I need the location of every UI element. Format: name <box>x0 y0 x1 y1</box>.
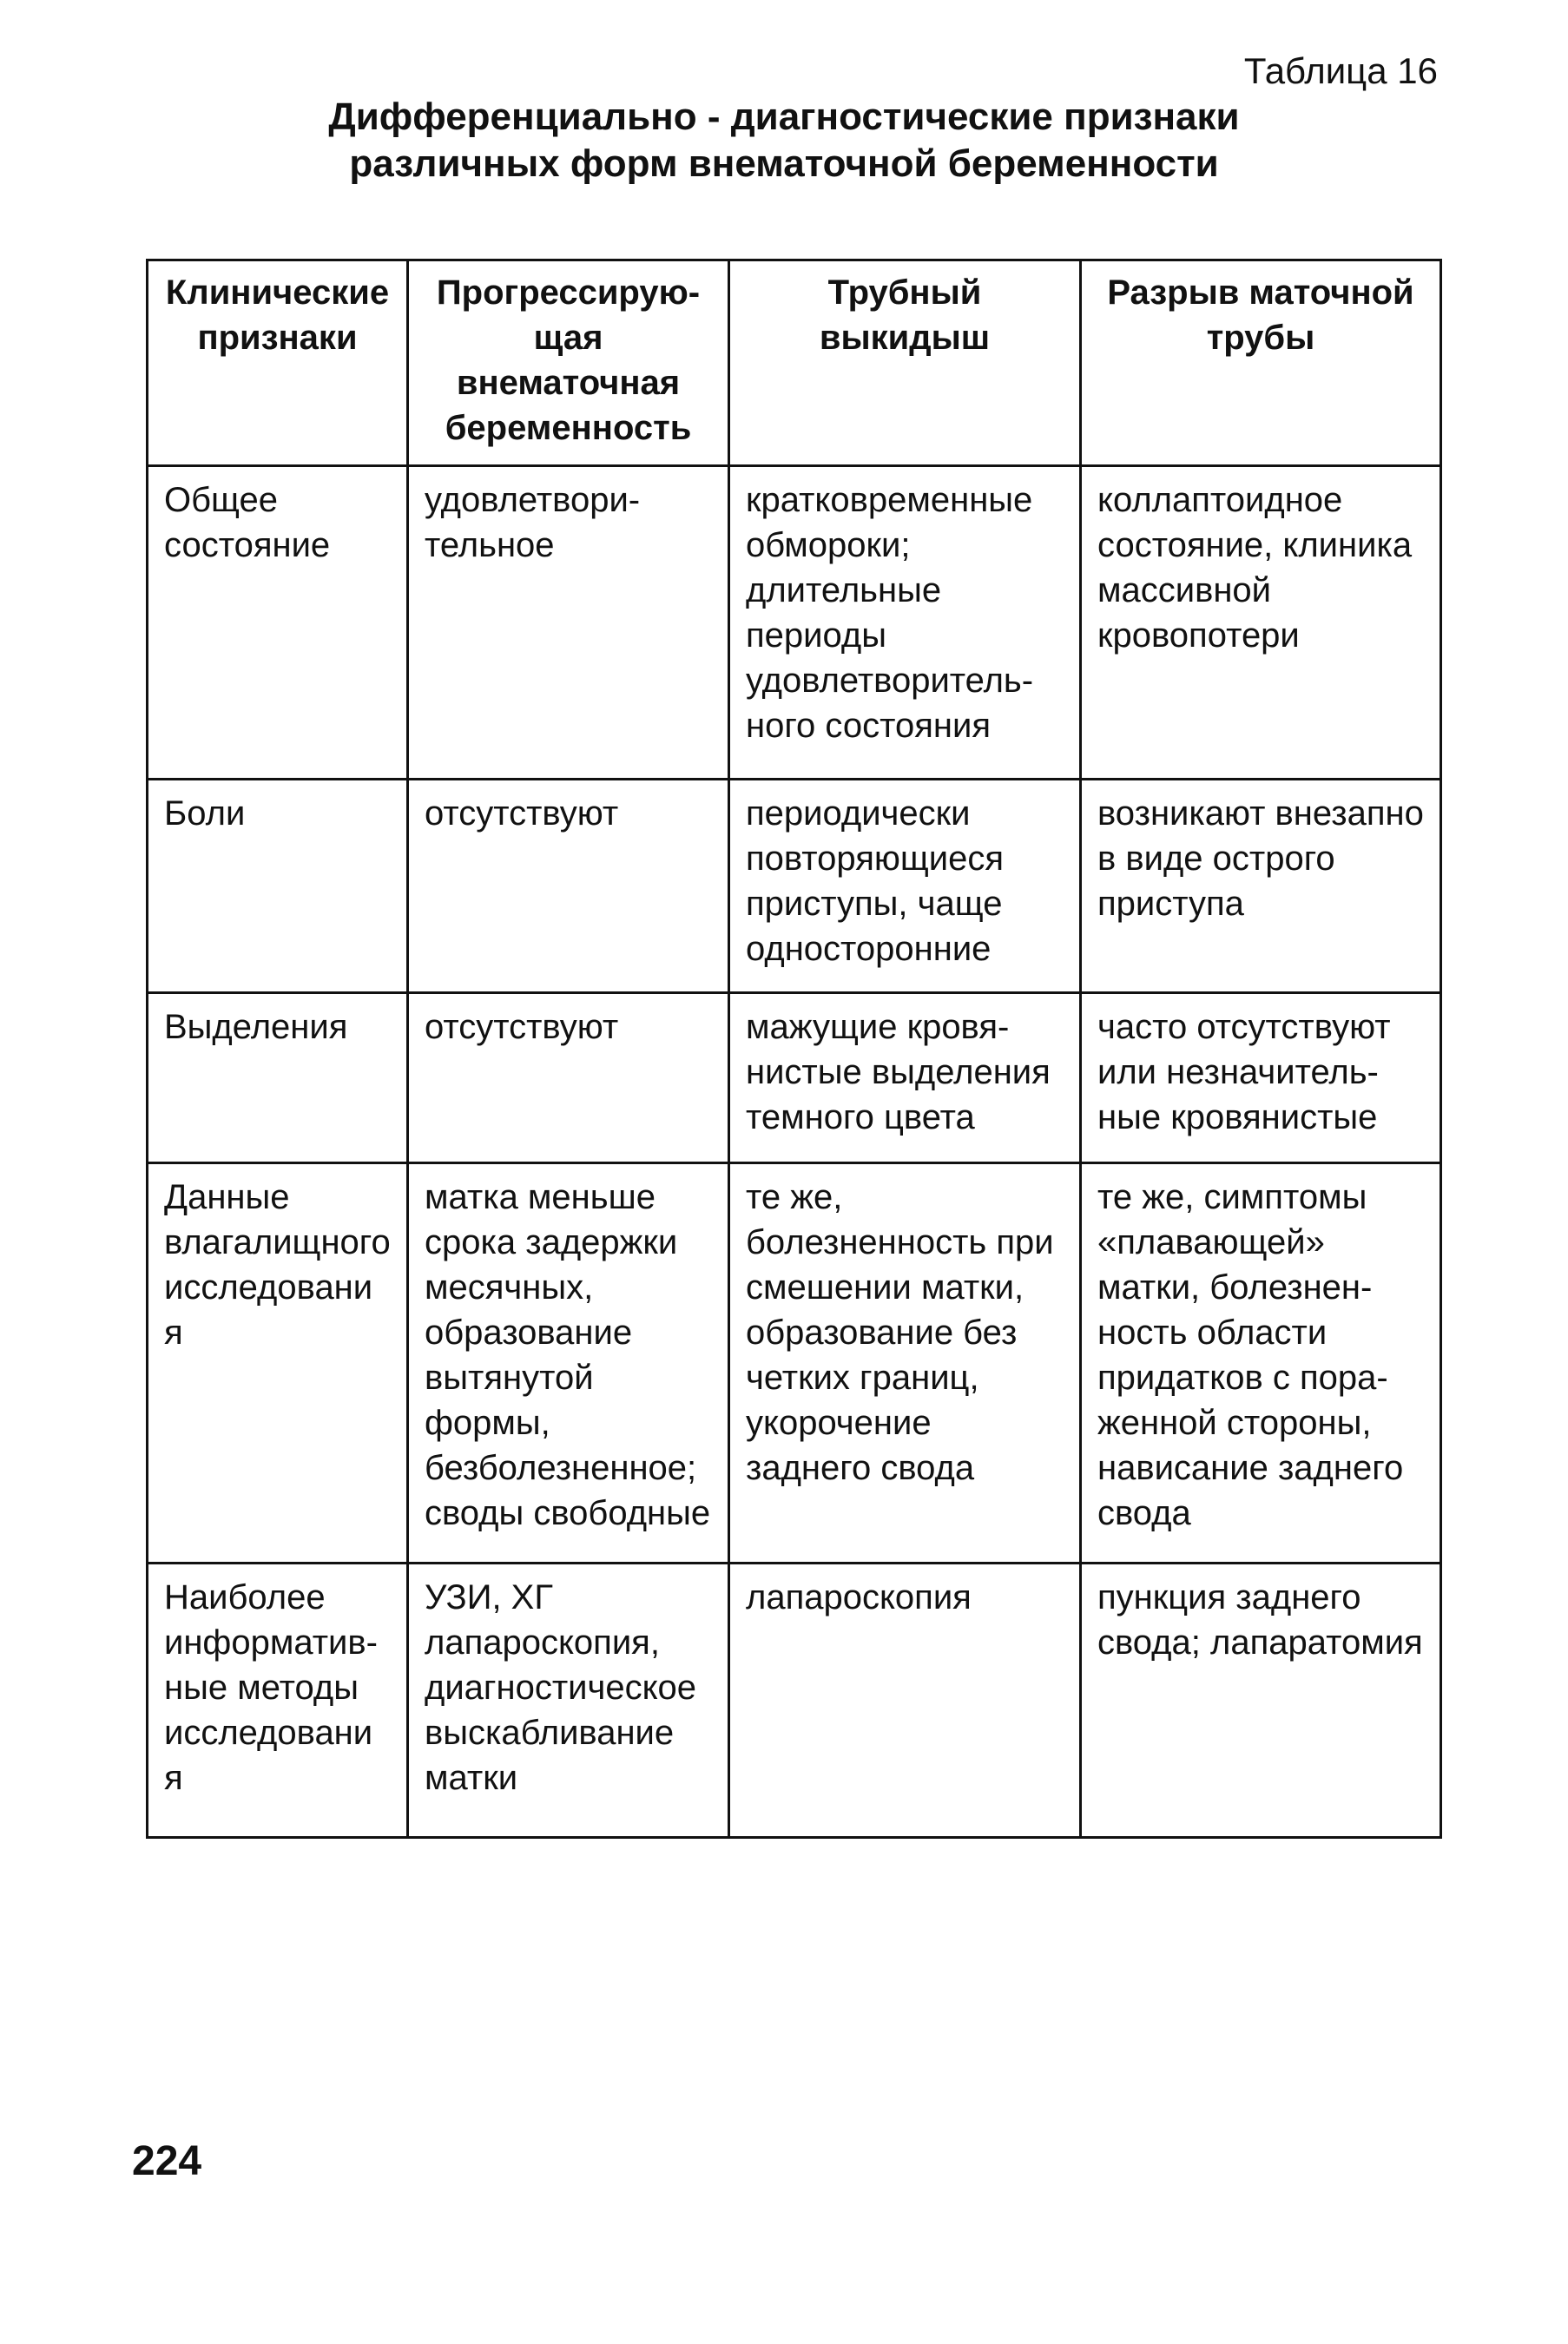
cell-tubal-abortion: кратковременные обмороки; длительные периоды удовлетворитель-ного состояния <box>729 466 1081 780</box>
header-progressive-pregnancy: Прогрессирую-щая внематочная беременность <box>408 260 729 466</box>
header-tubal-abortion: Трубный выкидыш <box>729 260 1081 466</box>
cell-progressive: матка меньше срока задержки месячных, образование вытянутой формы, безболезненное; своды свободные <box>408 1163 729 1564</box>
header-tube-rupture: Разрыв маточной трубы <box>1081 260 1441 466</box>
table-header-row <box>148 260 1441 466</box>
cell-progressive: удовлетвори-тельное <box>408 466 729 780</box>
row-sign-discharge: Выделения <box>148 993 408 1163</box>
cell-tube-rupture: те же, симптомы «плавающей» матки, болезнен-ность области придатков с пора-женной стороны, нависание заднего свода <box>1081 1163 1441 1564</box>
table-row <box>148 780 1441 993</box>
row-sign-methods: Наиболее информатив-ные методы исследования <box>148 1564 408 1838</box>
row-sign-pain: Боли <box>148 780 408 993</box>
page-number: 224 <box>132 2138 202 2184</box>
cell-tubal-abortion: те же, болезненность при смешении матки, образование без четких границ, укорочение заднего свода <box>729 1163 1081 1564</box>
cell-tube-rupture: возникают внезапно в виде острого приступа <box>1081 780 1441 993</box>
document-title <box>0 94 1568 188</box>
cell-progressive: отсутствуют <box>408 993 729 1163</box>
table-row <box>148 1163 1441 1564</box>
cell-tubal-abortion: лапароскопия <box>729 1564 1081 1838</box>
table-row <box>148 1564 1441 1838</box>
cell-tube-rupture: часто отсутствуют или незначитель-ные кровянистые <box>1081 993 1441 1163</box>
row-sign-vaginal-exam: Данные влагалищного исследования <box>148 1163 408 1564</box>
row-sign-general-state: Общее состояние <box>148 466 408 780</box>
cell-tube-rupture: пункция заднего свода; лапаратомия <box>1081 1564 1441 1838</box>
differential-diagnosis-table <box>146 259 1442 1839</box>
table-row <box>148 466 1441 780</box>
cell-progressive: УЗИ, ХГ лапароскопия, диагностическое выскабливание матки <box>408 1564 729 1838</box>
table-row <box>148 993 1441 1163</box>
header-clinical-signs: Клинические признаки <box>148 260 408 466</box>
cell-progressive: отсутствуют <box>408 780 729 993</box>
cell-tubal-abortion: мажущие кровя-нистые выделения темного цвета <box>729 993 1081 1163</box>
cell-tube-rupture: коллаптоидное состояние, клиника массивной кровопотери <box>1081 466 1441 780</box>
title-line-1: Дифференциально - диагностические признаки <box>328 95 1240 138</box>
cell-tubal-abortion: периодически повторяющиеся приступы, чаще односторонние <box>729 780 1081 993</box>
title-line-2: различных форм внематочной беременности <box>349 142 1219 185</box>
table-number-label: Таблица 16 <box>1243 50 1438 91</box>
